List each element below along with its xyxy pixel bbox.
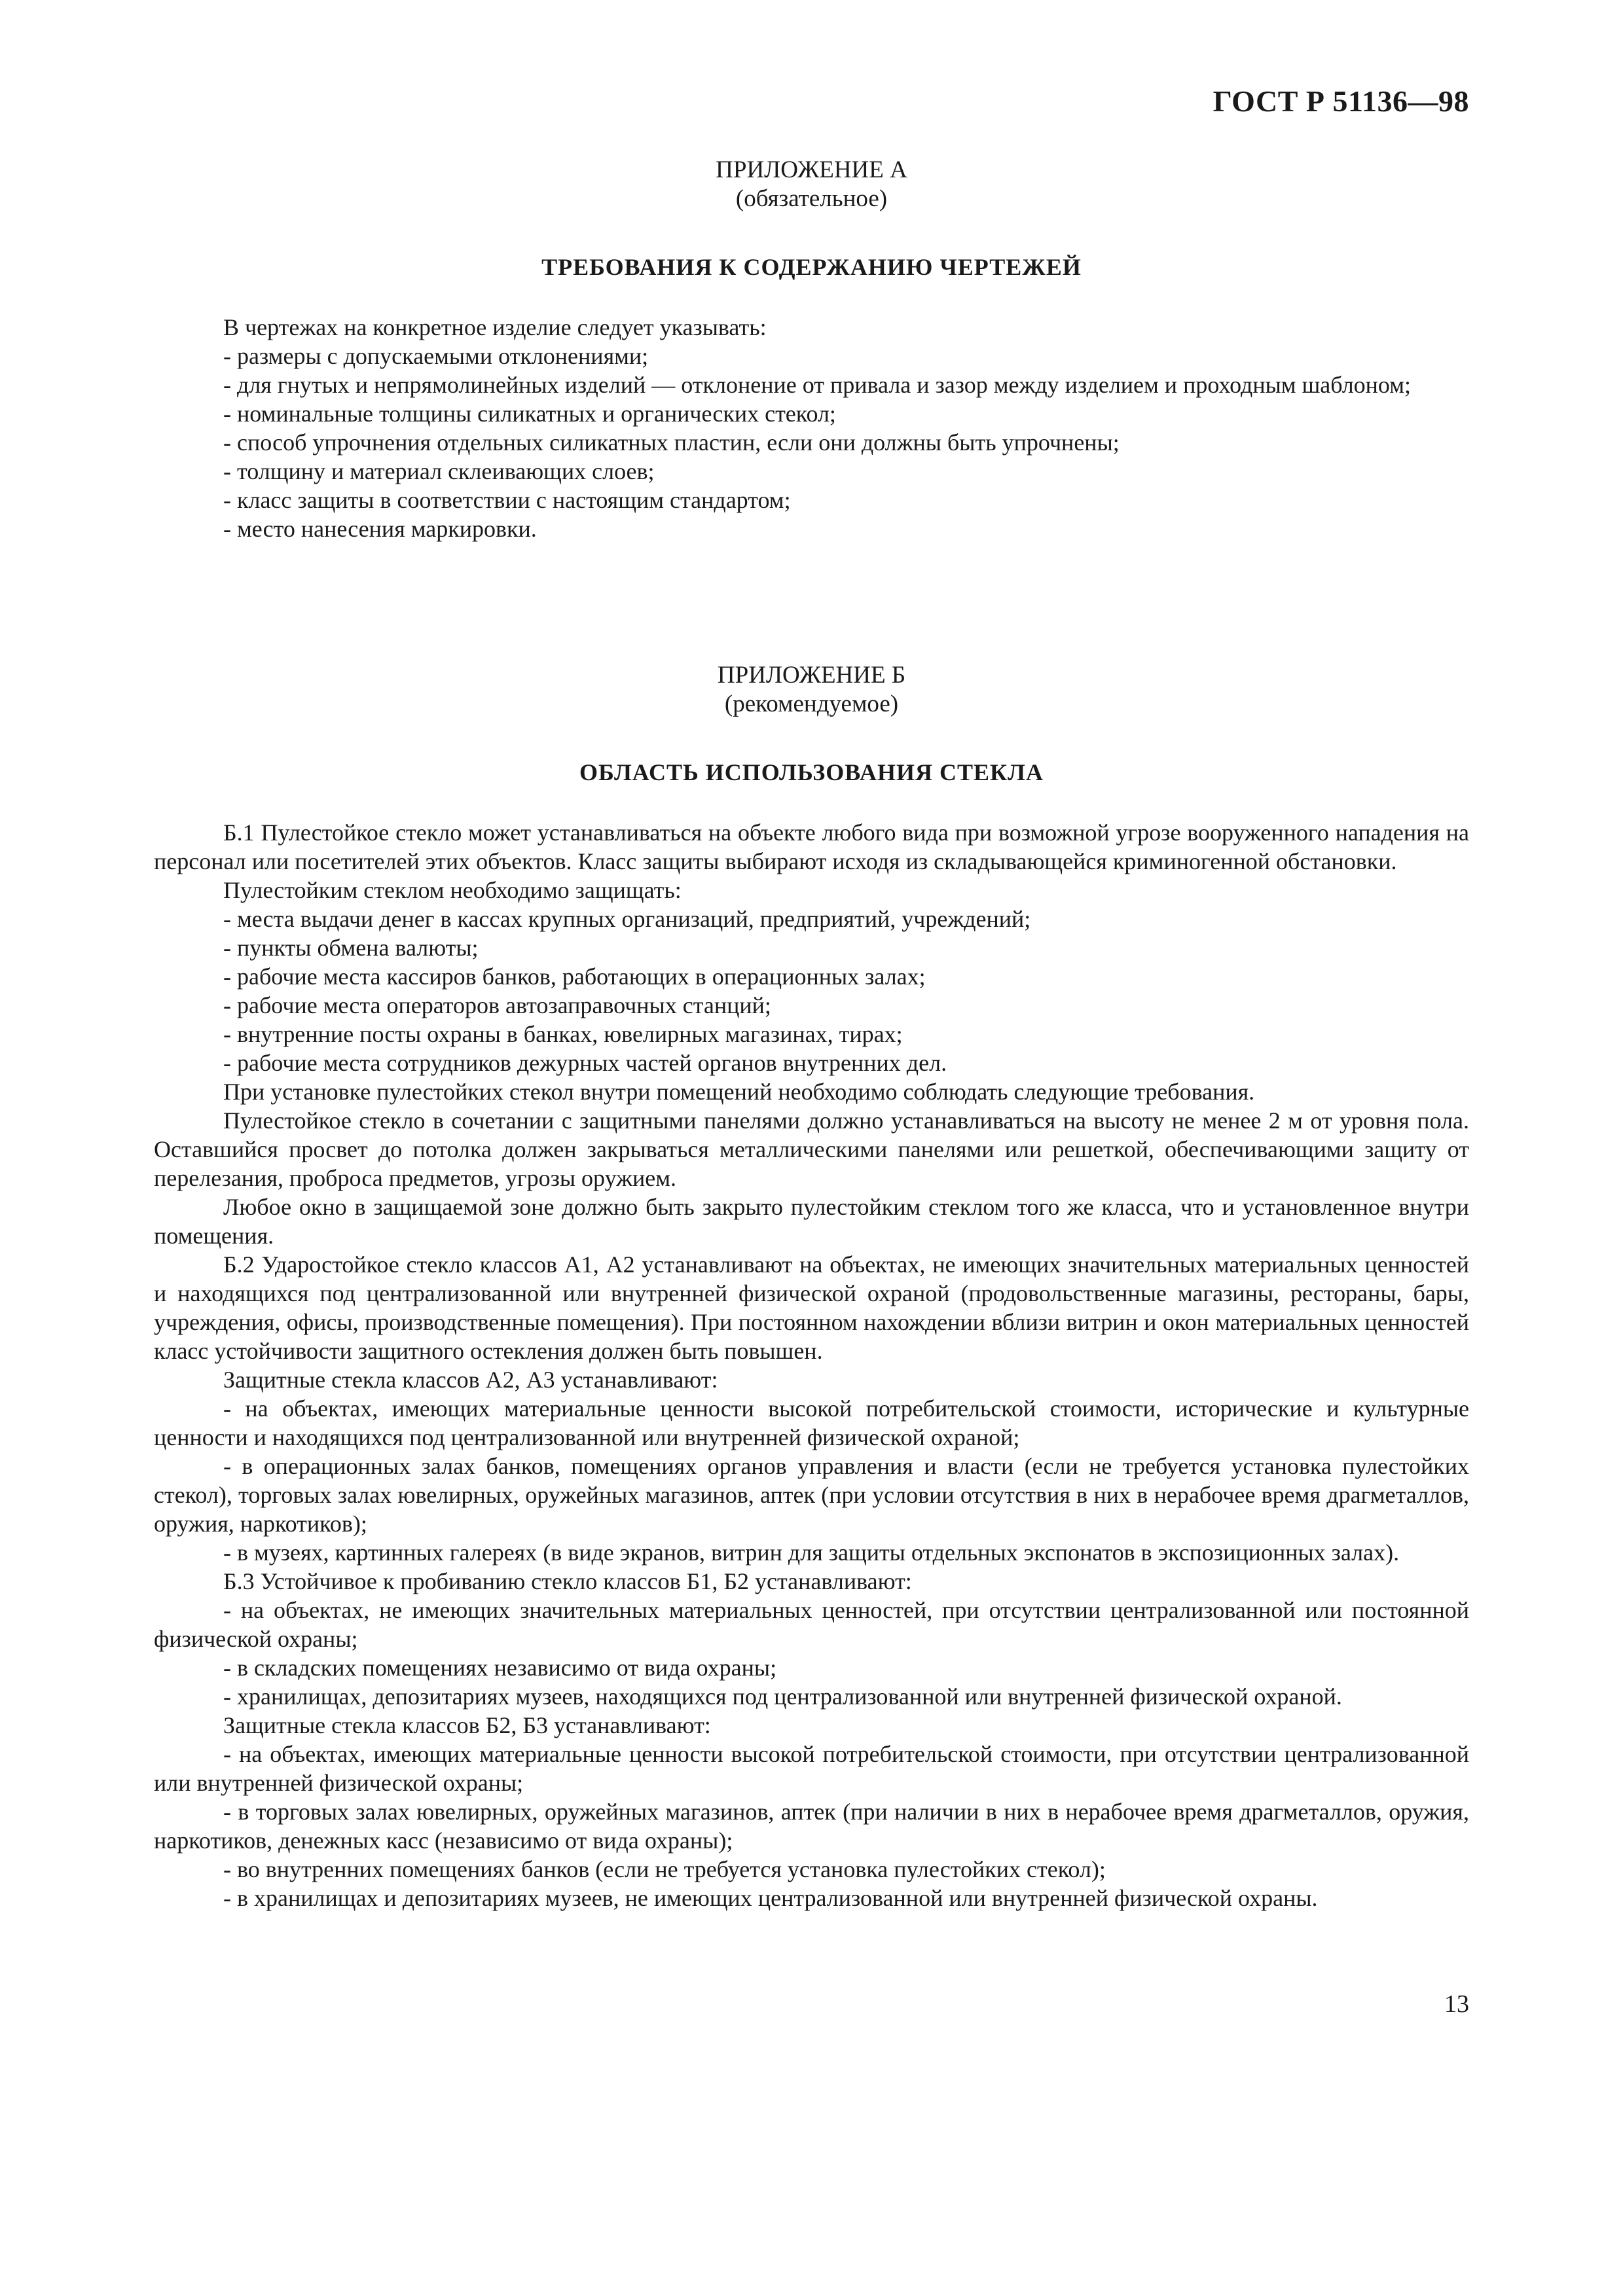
list-item: - внутренние посты охраны в банках, ювелирных магазинах, тирах; [223, 1021, 903, 1047]
paragraph: Б.3 Устойчивое к пробиванию стекло классов Б1, Б2 устанавливают: [223, 1568, 912, 1594]
list-item: - класс защиты в соответствии с настоящим стандартом; [223, 487, 791, 513]
appendix-b [154, 661, 1469, 1912]
list-item: - на объектах, не имеющих значительных материальных ценностей, при отсутствии централизованной или постоянной физической охраны; [154, 1597, 1469, 1652]
appendix-b-title: ПРИЛОЖЕНИЕ Б [717, 662, 906, 689]
paragraph: Защитные стекла классов А2, А3 устанавливают: [223, 1367, 718, 1393]
appendix-b-status: (рекомендуемое) [724, 691, 899, 717]
page-number: 13 [1444, 1990, 1469, 2018]
page-content [154, 156, 1469, 1912]
paragraph: Пулестойким стеклом необходимо защищать: [223, 877, 682, 903]
appendix-a-status: (обязательное) [735, 185, 888, 212]
list-item: - на объектах, имеющих материальные ценности высокой потребительской стоимости, при отсутствии централизованной или внутренней физической охраны; [154, 1741, 1469, 1796]
list-item: - во внутренних помещениях банков (если не требуется установка пулестойких стекол); [223, 1856, 1106, 1882]
list-item: - пункты обмена валюты; [223, 935, 479, 961]
appendix-a-title: ПРИЛОЖЕНИЕ А [716, 156, 907, 183]
list-item: - места выдачи денег в кассах крупных организаций, предприятий, учреждений; [223, 906, 1031, 932]
list-item: - в музеях, картинных галереях (в виде экранов, витрин для защиты отдельных экспонатов в экспозиционных залах). [223, 1539, 1400, 1566]
appendix-b-section-title: ОБЛАСТЬ ИСПОЛЬЗОВАНИЯ СТЕКЛА [579, 759, 1044, 785]
list-item: - толщину и материал склеивающих слоев; [223, 458, 655, 484]
list-item: - для гнутых и непрямолинейных изделий — отклонение от привала и зазор между изделием и проходным шаблоном; [223, 372, 1412, 398]
paragraph: Любое окно в защищаемой зоне должно быть закрыто пулестойким стеклом того же класса, что и установленное внутри помещения. [154, 1194, 1469, 1249]
list-item: - рабочие места кассиров банков, работающих в операционных залах; [223, 963, 926, 990]
list-item: - хранилищах, депозитариях музеев, находящихся под централизованной или внутренней физической охраной. [223, 1683, 1342, 1710]
list-item: - в хранилищах и депозитариях музеев, не имеющих централизованной или внутренней физической охраны. [223, 1885, 1318, 1911]
appendix-a-section-title: ТРЕБОВАНИЯ К СОДЕРЖАНИЮ ЧЕРТЕЖЕЙ [541, 254, 1082, 280]
list-item: - место нанесения маркировки. [223, 516, 537, 542]
paragraph: Защитные стекла классов Б2, Б3 устанавливают: [223, 1712, 711, 1738]
paragraph: Б.2 Ударостойкое стекло классов А1, А2 устанавливают на объектах, не имеющих значительных материальных ценностей и находящихся под централизованной или внутренней физической охраной (продовольственные магазины, рестораны, бары, учреждения, офисы, производственные помещения). При постоянном нахождении вблизи витрин и окон материальных ценностей класс устойчивости защитного остекления должен быть повышен. [154, 1251, 1469, 1364]
paragraph: Б.1 Пулестойкое стекло может устанавливаться на объекте любого вида при возможной угрозе вооруженного нападения на персонал или посетителей этих объектов. Класс защиты выбирают исходя из складывающейся криминогенной обстановки. [154, 819, 1469, 874]
list-item: - в операционных залах банков, помещениях органов управления и власти (если не требуется установка пулестойких стекол), торговых залах ювелирных, оружейных магазинов, аптек (при условии отсутствия в них в нерабочее время драгметаллов, оружия, наркотиков); [154, 1453, 1469, 1537]
list-item: - рабочие места сотрудников дежурных частей органов внутренних дел. [223, 1050, 947, 1076]
list-item: - способ упрочнения отдельных силикатных пластин, если они должны быть упрочнены; [223, 429, 1120, 456]
list-item: - на объектах, имеющих материальные ценности высокой потребительской стоимости, исторические и культурные ценности и находящихся под централизованной или внутренней физической охраной; [154, 1395, 1469, 1450]
document-code: ГОСТ Р 51136—98 [1213, 84, 1469, 118]
list-item: - в складских помещениях независимо от вида охраны; [223, 1655, 777, 1681]
list-item: - рабочие места операторов автозаправочных станций; [223, 992, 771, 1018]
list-item: - в торговых залах ювелирных, оружейных магазинов, аптек (при наличии в них в нерабочее время драгметаллов, оружия, наркотиков, денежных касс (независимо от вида охраны); [154, 1799, 1469, 1854]
list-item: - номинальные толщины силикатных и органических стекол; [223, 401, 836, 427]
paragraph: При установке пулестойких стекол внутри помещений необходимо соблюдать следующие требования. [223, 1079, 1255, 1105]
appendix-a [154, 156, 1469, 543]
list-item: - размеры с допускаемыми отклонениями; [223, 343, 649, 369]
paragraph: Пулестойкое стекло в сочетании с защитными панелями должно устанавливаться на высоту не менее 2 м от уровня пола. Оставшийся просвет до потолка должен закрываться металлическими панелями или решеткой, обеспечивающими защиту от перелезания, проброса предметов, угрозы оружием. [154, 1107, 1469, 1191]
appendix-a-intro: В чертежах на конкретное изделие следует указывать: [223, 314, 767, 340]
